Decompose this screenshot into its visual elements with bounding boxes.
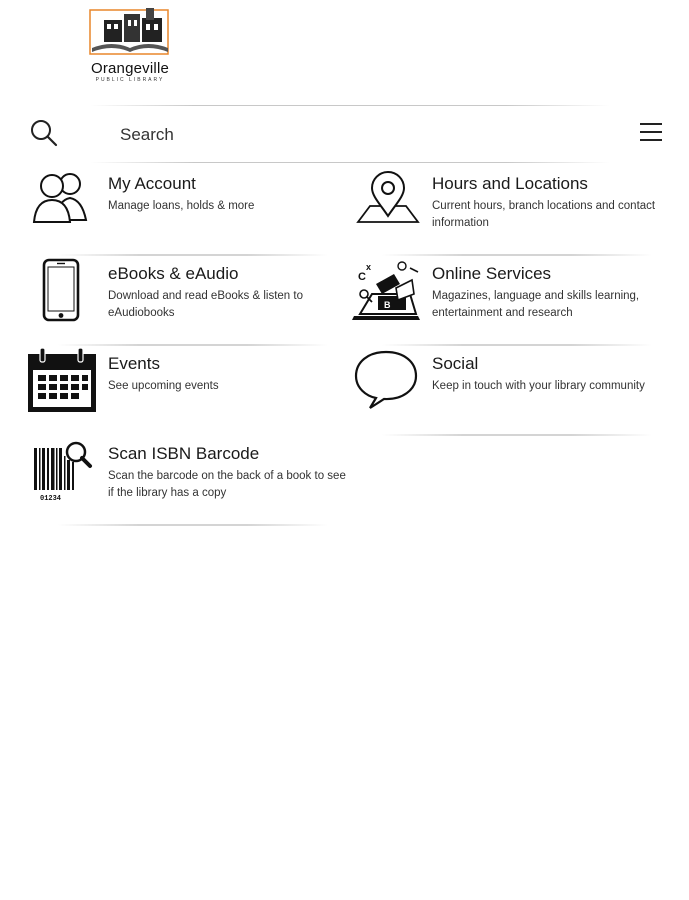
divider (382, 254, 652, 256)
tile-events[interactable] (28, 348, 353, 436)
tile-title: Scan ISBN Barcode (108, 444, 260, 463)
smartphone-icon (28, 258, 100, 322)
tile-description: Scan the barcode on the back of a book to see if the library has a copy (108, 470, 346, 499)
tile-description: Current hours, branch locations and contact information (432, 200, 656, 229)
library-building-icon (88, 4, 172, 58)
divider (382, 344, 652, 346)
map-pin-icon (352, 168, 424, 232)
tile-title: eBooks & eAudio (108, 264, 239, 283)
divider (58, 254, 328, 256)
tile-ebooks-eaudio[interactable] (28, 258, 353, 346)
tile-description: See upcoming events (108, 380, 219, 392)
tile-description: Download and read eBooks & listen to eAudiobooks (108, 290, 303, 319)
tile-description: Manage loans, holds & more (108, 200, 255, 212)
divider (58, 344, 328, 346)
svg-text:01234: 01234 (40, 495, 62, 502)
tile-hours-locations[interactable] (352, 168, 677, 256)
divider (90, 162, 610, 163)
tile-scan-isbn[interactable] (28, 438, 353, 526)
users-icon (28, 168, 100, 232)
speech-bubble-icon (352, 348, 424, 412)
tile-social[interactable] (352, 348, 677, 436)
tile-my-account[interactable] (28, 168, 353, 256)
divider (58, 524, 328, 526)
tile-title: Online Services (432, 264, 552, 283)
library-logo (84, 4, 176, 86)
svg-text:x: x (366, 262, 372, 272)
laptop-learning-icon (352, 258, 424, 322)
search-input[interactable] (118, 121, 582, 149)
search-bar (0, 105, 689, 165)
logo-subtitle: PUBLIC LIBRARY (95, 77, 165, 83)
hamburger-menu-icon[interactable] (638, 120, 664, 144)
tile-online-services[interactable] (352, 258, 677, 346)
divider (382, 434, 652, 436)
search-icon[interactable] (30, 119, 58, 147)
tile-description: Keep in touch with your library community (432, 380, 645, 392)
tile-title: Events (108, 354, 160, 373)
barcode-scan-icon (28, 438, 100, 502)
svg-text:C: C (358, 271, 366, 283)
tile-title: My Account (108, 174, 196, 193)
divider (90, 105, 610, 106)
tile-title: Hours and Locations (432, 174, 588, 193)
calendar-icon (28, 348, 100, 412)
tile-description: Magazines, language and skills learning, entertainment and research (432, 290, 640, 319)
tile-title: Social (432, 354, 479, 373)
svg-text:B: B (384, 300, 391, 310)
logo-name: Orangeville (90, 60, 170, 77)
